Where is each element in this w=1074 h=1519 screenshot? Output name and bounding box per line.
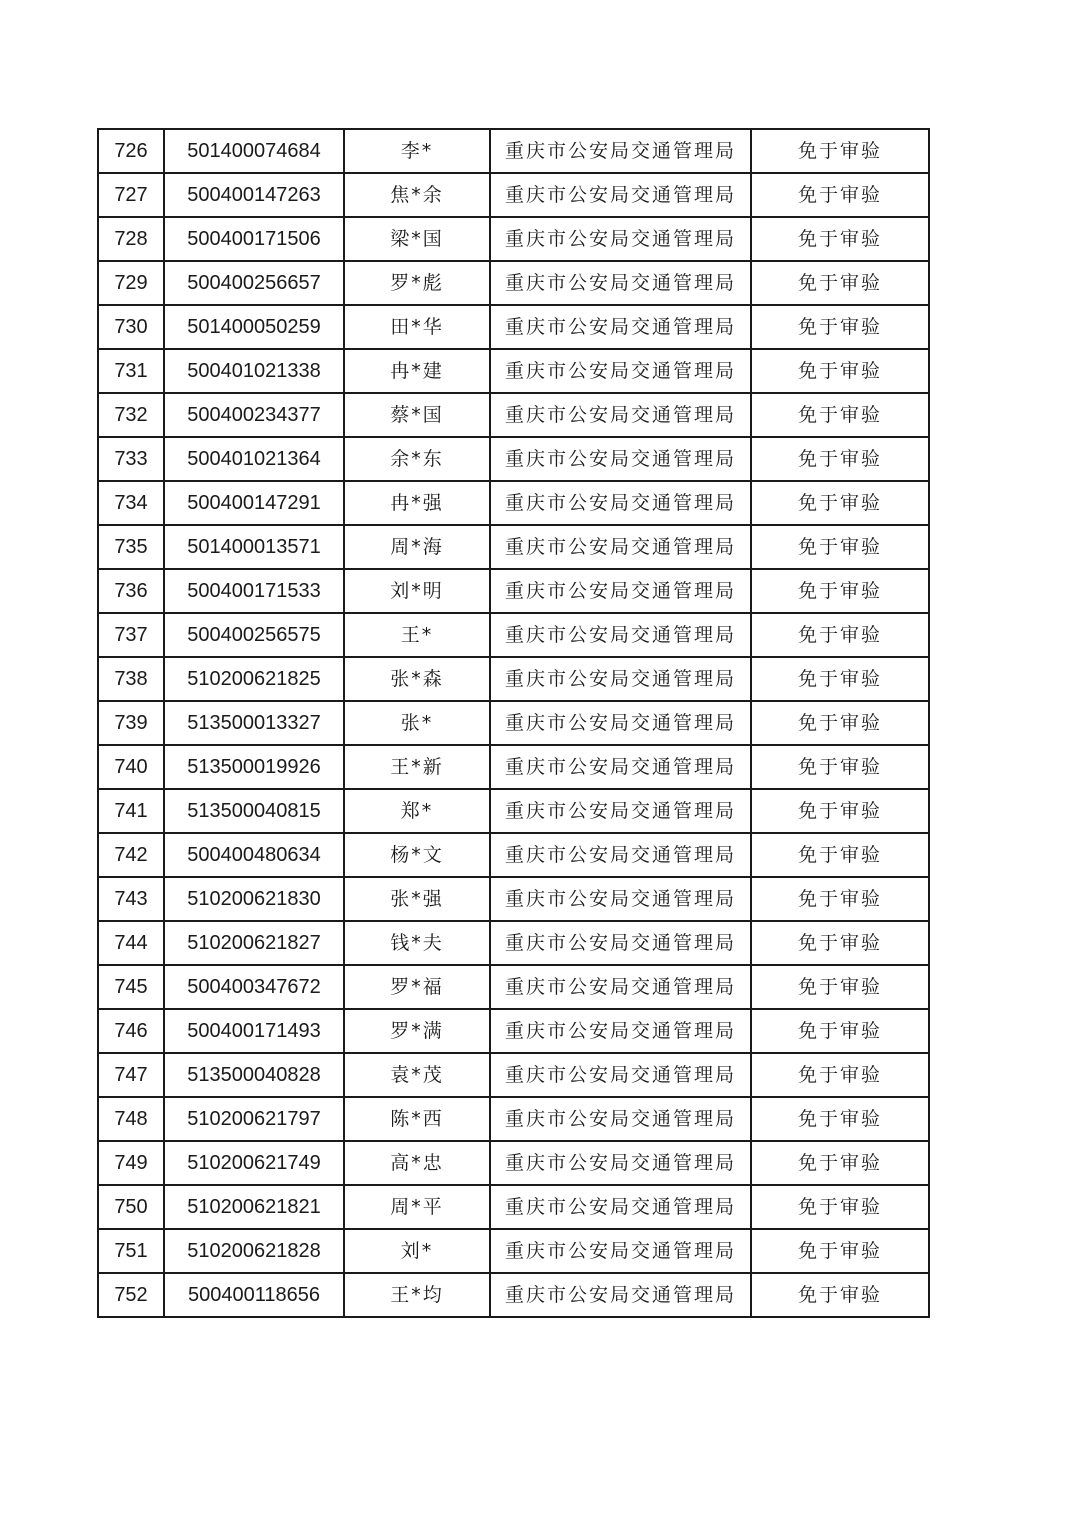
issuing-authority-cell: 重庆市公安局交通管理局 [490, 921, 751, 965]
row-number-cell: 747 [98, 1053, 164, 1097]
row-number-cell: 740 [98, 745, 164, 789]
license-number-cell: 510200621797 [164, 1097, 344, 1141]
row-number-cell: 752 [98, 1273, 164, 1317]
row-number-cell: 745 [98, 965, 164, 1009]
table-row [98, 129, 929, 173]
table-row [98, 965, 929, 1009]
record-table [97, 128, 930, 1318]
table-row [98, 1273, 929, 1317]
review-status-cell: 免于审验 [751, 481, 929, 525]
issuing-authority-cell: 重庆市公安局交通管理局 [490, 657, 751, 701]
review-status-cell: 免于审验 [751, 305, 929, 349]
license-number-cell: 501400050259 [164, 305, 344, 349]
holder-name-cell: 冉*建 [344, 349, 490, 393]
issuing-authority-cell: 重庆市公安局交通管理局 [490, 305, 751, 349]
license-number-cell: 513500040815 [164, 789, 344, 833]
row-number-cell: 746 [98, 1009, 164, 1053]
issuing-authority-cell: 重庆市公安局交通管理局 [490, 393, 751, 437]
holder-name-cell: 周*平 [344, 1185, 490, 1229]
license-number-cell: 501400013571 [164, 525, 344, 569]
license-number-cell: 513500040828 [164, 1053, 344, 1097]
row-number-cell: 748 [98, 1097, 164, 1141]
table-row [98, 789, 929, 833]
holder-name-cell: 袁*茂 [344, 1053, 490, 1097]
holder-name-cell: 罗*满 [344, 1009, 490, 1053]
issuing-authority-cell: 重庆市公安局交通管理局 [490, 481, 751, 525]
license-number-cell: 513500013327 [164, 701, 344, 745]
holder-name-cell: 焦*余 [344, 173, 490, 217]
holder-name-cell: 罗*彪 [344, 261, 490, 305]
row-number-cell: 736 [98, 569, 164, 613]
table-row [98, 217, 929, 261]
row-number-cell: 729 [98, 261, 164, 305]
issuing-authority-cell: 重庆市公安局交通管理局 [490, 437, 751, 481]
review-status-cell: 免于审验 [751, 525, 929, 569]
table-row [98, 833, 929, 877]
row-number-cell: 744 [98, 921, 164, 965]
license-number-cell: 500400118656 [164, 1273, 344, 1317]
license-number-cell: 510200621827 [164, 921, 344, 965]
holder-name-cell: 高*忠 [344, 1141, 490, 1185]
issuing-authority-cell: 重庆市公安局交通管理局 [490, 745, 751, 789]
review-status-cell: 免于审验 [751, 701, 929, 745]
table-row [98, 1097, 929, 1141]
issuing-authority-cell: 重庆市公安局交通管理局 [490, 129, 751, 173]
table-row [98, 481, 929, 525]
holder-name-cell: 田*华 [344, 305, 490, 349]
issuing-authority-cell: 重庆市公安局交通管理局 [490, 833, 751, 877]
review-status-cell: 免于审验 [751, 569, 929, 613]
table-row [98, 525, 929, 569]
review-status-cell: 免于审验 [751, 173, 929, 217]
row-number-cell: 734 [98, 481, 164, 525]
row-number-cell: 727 [98, 173, 164, 217]
issuing-authority-cell: 重庆市公安局交通管理局 [490, 349, 751, 393]
row-number-cell: 751 [98, 1229, 164, 1273]
row-number-cell: 739 [98, 701, 164, 745]
review-status-cell: 免于审验 [751, 261, 929, 305]
issuing-authority-cell: 重庆市公安局交通管理局 [490, 1229, 751, 1273]
license-number-cell: 500400147263 [164, 173, 344, 217]
review-status-cell: 免于审验 [751, 217, 929, 261]
row-number-cell: 735 [98, 525, 164, 569]
table-row [98, 393, 929, 437]
row-number-cell: 743 [98, 877, 164, 921]
record-table-body [98, 129, 929, 1317]
holder-name-cell: 张*森 [344, 657, 490, 701]
table-row [98, 657, 929, 701]
review-status-cell: 免于审验 [751, 745, 929, 789]
table-row [98, 173, 929, 217]
table-row [98, 437, 929, 481]
row-number-cell: 726 [98, 129, 164, 173]
review-status-cell: 免于审验 [751, 1053, 929, 1097]
issuing-authority-cell: 重庆市公安局交通管理局 [490, 613, 751, 657]
review-status-cell: 免于审验 [751, 833, 929, 877]
review-status-cell: 免于审验 [751, 393, 929, 437]
review-status-cell: 免于审验 [751, 1141, 929, 1185]
table-row [98, 1009, 929, 1053]
license-number-cell: 510200621828 [164, 1229, 344, 1273]
review-status-cell: 免于审验 [751, 1273, 929, 1317]
review-status-cell: 免于审验 [751, 1097, 929, 1141]
issuing-authority-cell: 重庆市公安局交通管理局 [490, 1097, 751, 1141]
table-row [98, 613, 929, 657]
issuing-authority-cell: 重庆市公安局交通管理局 [490, 1141, 751, 1185]
table-row [98, 349, 929, 393]
row-number-cell: 742 [98, 833, 164, 877]
row-number-cell: 732 [98, 393, 164, 437]
holder-name-cell: 王*均 [344, 1273, 490, 1317]
review-status-cell: 免于审验 [751, 877, 929, 921]
issuing-authority-cell: 重庆市公安局交通管理局 [490, 877, 751, 921]
issuing-authority-cell: 重庆市公安局交通管理局 [490, 701, 751, 745]
table-row [98, 1185, 929, 1229]
table-row [98, 305, 929, 349]
table-row [98, 569, 929, 613]
license-number-cell: 500400347672 [164, 965, 344, 1009]
holder-name-cell: 蔡*国 [344, 393, 490, 437]
issuing-authority-cell: 重庆市公安局交通管理局 [490, 789, 751, 833]
review-status-cell: 免于审验 [751, 613, 929, 657]
license-number-cell: 500400171533 [164, 569, 344, 613]
license-number-cell: 510200621825 [164, 657, 344, 701]
table-row [98, 1141, 929, 1185]
holder-name-cell: 王*新 [344, 745, 490, 789]
table-row [98, 701, 929, 745]
license-number-cell: 513500019926 [164, 745, 344, 789]
holder-name-cell: 张*强 [344, 877, 490, 921]
review-status-cell: 免于审验 [751, 349, 929, 393]
review-status-cell: 免于审验 [751, 437, 929, 481]
row-number-cell: 749 [98, 1141, 164, 1185]
issuing-authority-cell: 重庆市公安局交通管理局 [490, 1053, 751, 1097]
license-number-cell: 501400074684 [164, 129, 344, 173]
license-number-cell: 500400234377 [164, 393, 344, 437]
row-number-cell: 731 [98, 349, 164, 393]
holder-name-cell: 陈*西 [344, 1097, 490, 1141]
row-number-cell: 741 [98, 789, 164, 833]
issuing-authority-cell: 重庆市公安局交通管理局 [490, 1273, 751, 1317]
issuing-authority-cell: 重庆市公安局交通管理局 [490, 173, 751, 217]
license-number-cell: 500400256575 [164, 613, 344, 657]
issuing-authority-cell: 重庆市公安局交通管理局 [490, 569, 751, 613]
issuing-authority-cell: 重庆市公安局交通管理局 [490, 1009, 751, 1053]
license-number-cell: 510200621830 [164, 877, 344, 921]
holder-name-cell: 王* [344, 613, 490, 657]
table-row [98, 745, 929, 789]
review-status-cell: 免于审验 [751, 1009, 929, 1053]
issuing-authority-cell: 重庆市公安局交通管理局 [490, 1185, 751, 1229]
holder-name-cell: 刘*明 [344, 569, 490, 613]
review-status-cell: 免于审验 [751, 1229, 929, 1273]
review-status-cell: 免于审验 [751, 129, 929, 173]
holder-name-cell: 周*海 [344, 525, 490, 569]
issuing-authority-cell: 重庆市公安局交通管理局 [490, 217, 751, 261]
issuing-authority-cell: 重庆市公安局交通管理局 [490, 525, 751, 569]
review-status-cell: 免于审验 [751, 657, 929, 701]
row-number-cell: 728 [98, 217, 164, 261]
holder-name-cell: 冉*强 [344, 481, 490, 525]
table-row [98, 1229, 929, 1273]
holder-name-cell: 钱*夫 [344, 921, 490, 965]
license-number-cell: 510200621749 [164, 1141, 344, 1185]
holder-name-cell: 罗*福 [344, 965, 490, 1009]
row-number-cell: 738 [98, 657, 164, 701]
license-number-cell: 500401021364 [164, 437, 344, 481]
license-number-cell: 500400171506 [164, 217, 344, 261]
holder-name-cell: 杨*文 [344, 833, 490, 877]
license-number-cell: 510200621821 [164, 1185, 344, 1229]
table-row [98, 261, 929, 305]
holder-name-cell: 张* [344, 701, 490, 745]
review-status-cell: 免于审验 [751, 789, 929, 833]
review-status-cell: 免于审验 [751, 1185, 929, 1229]
license-number-cell: 500400256657 [164, 261, 344, 305]
row-number-cell: 737 [98, 613, 164, 657]
holder-name-cell: 梁*国 [344, 217, 490, 261]
table-row [98, 877, 929, 921]
holder-name-cell: 刘* [344, 1229, 490, 1273]
review-status-cell: 免于审验 [751, 921, 929, 965]
holder-name-cell: 郑* [344, 789, 490, 833]
review-status-cell: 免于审验 [751, 965, 929, 1009]
license-number-cell: 500400147291 [164, 481, 344, 525]
license-number-cell: 500401021338 [164, 349, 344, 393]
row-number-cell: 733 [98, 437, 164, 481]
holder-name-cell: 李* [344, 129, 490, 173]
issuing-authority-cell: 重庆市公安局交通管理局 [490, 261, 751, 305]
row-number-cell: 730 [98, 305, 164, 349]
holder-name-cell: 余*东 [344, 437, 490, 481]
license-number-cell: 500400480634 [164, 833, 344, 877]
table-row [98, 921, 929, 965]
table-row [98, 1053, 929, 1097]
license-number-cell: 500400171493 [164, 1009, 344, 1053]
row-number-cell: 750 [98, 1185, 164, 1229]
issuing-authority-cell: 重庆市公安局交通管理局 [490, 965, 751, 1009]
